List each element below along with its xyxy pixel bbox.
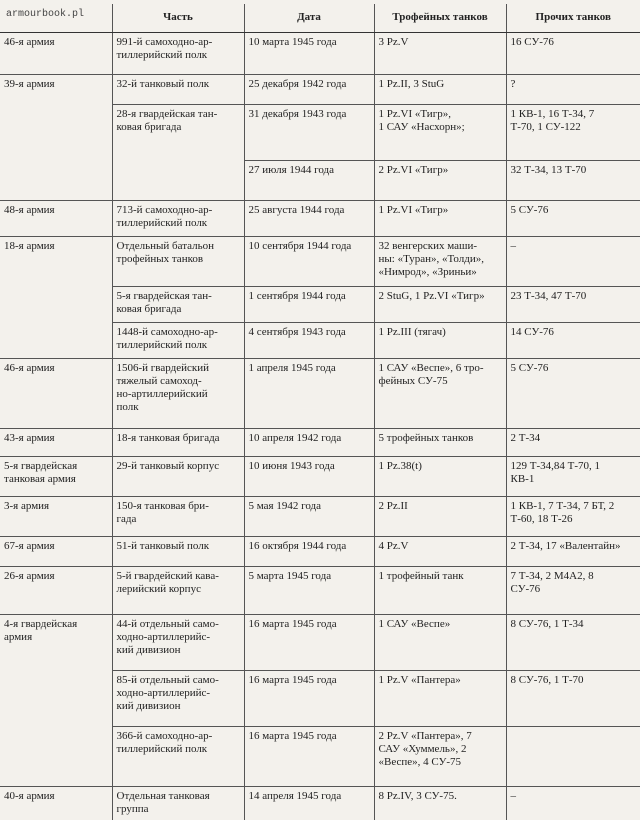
trophy-cell: 1 Pz.V «Пантера» xyxy=(374,670,506,726)
other-cell: – xyxy=(506,786,640,820)
army-cell: 46-я армия xyxy=(0,358,112,428)
other-cell: 7 Т-34, 2 М4А2, 8 СУ-76 xyxy=(506,566,640,614)
table-row xyxy=(0,614,640,670)
date-cell: 5 марта 1945 года xyxy=(244,566,374,614)
date-cell: 10 марта 1945 года xyxy=(244,32,374,74)
date-cell: 27 июля 1944 года xyxy=(244,160,374,200)
army-cell: 67-я армия xyxy=(0,536,112,566)
table-row xyxy=(0,428,640,456)
table-row xyxy=(0,496,640,536)
unit-cell: 18-я танковая бригада xyxy=(112,428,244,456)
trophy-cell: 1 САУ «Веспе» xyxy=(374,614,506,670)
trophy-cell: 5 трофейных танков xyxy=(374,428,506,456)
date-cell: 10 апреля 1942 года xyxy=(244,428,374,456)
date-cell: 5 мая 1942 года xyxy=(244,496,374,536)
unit-cell: 1506-й гвардейский тяжелый самоход- но-артиллерийский полк xyxy=(112,358,244,428)
other-cell xyxy=(506,726,640,786)
unit-cell: 713-й самоходно-ар- тиллерийский полк xyxy=(112,200,244,236)
units-table xyxy=(0,4,640,820)
other-cell: ? xyxy=(506,74,640,104)
other-cell: 23 Т-34, 47 Т-70 xyxy=(506,286,640,322)
table-row xyxy=(0,536,640,566)
unit-cell: 150-я танковая бри- гада xyxy=(112,496,244,536)
unit-cell: 5-й гвардейский кава- лерийский корпус xyxy=(112,566,244,614)
trophy-cell: 1 трофейный танк xyxy=(374,566,506,614)
table-row xyxy=(0,104,640,160)
unit-cell: 991-й самоходно-ар- тиллерийский полк xyxy=(112,32,244,74)
date-cell: 1 апреля 1945 года xyxy=(244,358,374,428)
other-cell: 5 СУ-76 xyxy=(506,358,640,428)
unit-cell: 28-я гвардейская тан- ковая бригада xyxy=(112,104,244,160)
table-row xyxy=(0,726,640,786)
other-cell: 8 СУ-76, 1 Т-34 xyxy=(506,614,640,670)
unit-cell xyxy=(112,160,244,200)
date-cell: 25 декабря 1942 года xyxy=(244,74,374,104)
other-cell: 2 Т-34, 17 «Валентайн» xyxy=(506,536,640,566)
table-row xyxy=(0,456,640,496)
unit-cell: 32-й танковый полк xyxy=(112,74,244,104)
table-row xyxy=(0,200,640,236)
unit-cell: 44-й отдельный само- ходно-артиллерийс- кий дивизион xyxy=(112,614,244,670)
army-cell xyxy=(0,160,112,200)
army-cell xyxy=(0,104,112,160)
trophy-cell: 8 Pz.IV, 3 СУ-75. xyxy=(374,786,506,820)
army-cell: 40-я армия xyxy=(4,789,55,802)
trophy-cell: 1 Pz.II, 3 StuG xyxy=(374,74,506,104)
trophy-cell: 1 Pz.VI «Тигр», 1 САУ «Насхорн»; xyxy=(374,104,506,160)
trophy-cell: 2 Pz.II xyxy=(374,496,506,536)
other-cell: 14 СУ-76 xyxy=(506,322,640,358)
unit-cell: Отдельный батальон трофейных танков xyxy=(112,236,244,286)
army-cell: 26-я армия xyxy=(0,566,112,614)
army-cell: 46-я армия xyxy=(0,32,112,74)
date-cell: 10 сентября 1944 года xyxy=(244,236,374,286)
header-trophy: Трофейных танков xyxy=(374,4,506,32)
army-cell: 5-я гвардейская танковая армия xyxy=(0,456,112,496)
date-cell: 14 апреля 1945 года xyxy=(244,786,374,820)
other-cell: 8 СУ-76, 1 Т-70 xyxy=(506,670,640,726)
army-cell xyxy=(0,322,112,358)
other-cell: 16 СУ-76 xyxy=(506,32,640,74)
header-date: Дата xyxy=(244,4,374,32)
table-row xyxy=(0,566,640,614)
trophy-cell: 32 венгерских маши- ны: «Туран», «Толди», «Нимрод», «Зриньи» xyxy=(374,236,506,286)
trophy-cell: 2 Pz.V «Пантера», 7 САУ «Хуммель», 2 «Веспе», 4 СУ-75 xyxy=(374,726,506,786)
table-row xyxy=(0,358,640,428)
date-cell: 25 августа 1944 года xyxy=(244,200,374,236)
date-cell: 16 марта 1945 года xyxy=(244,614,374,670)
army-cell: 4-я гвардейская армия xyxy=(4,617,78,643)
trophy-cell: 4 Pz.V xyxy=(374,536,506,566)
unit-cell: Отдельная танковая группа xyxy=(112,786,244,820)
date-cell: 16 марта 1945 года xyxy=(244,726,374,786)
table-row xyxy=(0,74,640,104)
unit-cell: 1448-й самоходно-ар- тиллерийский полк xyxy=(112,322,244,358)
other-cell: 5 СУ-76 xyxy=(506,200,640,236)
other-cell: – xyxy=(506,236,640,286)
watermark-text: armourbook.pl xyxy=(6,9,85,20)
trophy-cell: 1 САУ «Веспе», 6 тро- фейных СУ-75 xyxy=(374,358,506,428)
table-row xyxy=(0,160,640,200)
unit-cell: 51-й танковый полк xyxy=(112,536,244,566)
date-cell: 4 сентября 1943 года xyxy=(244,322,374,358)
other-cell: 129 Т-34,84 Т-70, 1 КВ-1 xyxy=(506,456,640,496)
table-row xyxy=(0,322,640,358)
army-cell xyxy=(0,670,112,726)
header-other: Прочих танков xyxy=(506,4,640,32)
unit-cell: 366-й самоходно-ар- тиллерийский полк xyxy=(112,726,244,786)
date-cell: 31 декабря 1943 года xyxy=(244,104,374,160)
trophy-cell: 3 Pz.V xyxy=(374,32,506,74)
other-cell: 1 КВ-1, 16 Т-34, 7 Т-70, 1 СУ-122 xyxy=(506,104,640,160)
unit-cell: 5-я гвардейская тан- ковая бригада xyxy=(112,286,244,322)
date-cell: 16 октября 1944 года xyxy=(244,536,374,566)
trophy-cell: 2 Pz.VI «Тигр» xyxy=(374,160,506,200)
army-cell: 18-я армия xyxy=(4,239,55,252)
army-cell: 3-я армия xyxy=(0,496,112,536)
army-cell: 43-я армия xyxy=(0,428,112,456)
other-cell: 2 Т-34 xyxy=(506,428,640,456)
table-header-row xyxy=(0,4,640,32)
army-cell: 48-я армия xyxy=(0,200,112,236)
table-row xyxy=(0,670,640,726)
unit-cell: 85-й отдельный само- ходно-артиллерийс- кий дивизион xyxy=(112,670,244,726)
date-cell: 16 марта 1945 года xyxy=(244,670,374,726)
trophy-cell: 1 Pz.VI «Тигр» xyxy=(374,200,506,236)
army-cell: 39-я армия xyxy=(4,77,55,90)
trophy-cell: 1 Pz.III (тягач) xyxy=(374,322,506,358)
table-row xyxy=(0,786,640,820)
date-cell: 1 сентября 1944 года xyxy=(244,286,374,322)
army-cell xyxy=(0,726,112,786)
table-row xyxy=(0,286,640,322)
date-cell: 10 июня 1943 года xyxy=(244,456,374,496)
other-cell: 32 Т-34, 13 Т-70 xyxy=(506,160,640,200)
trophy-cell: 1 Pz.38(t) xyxy=(374,456,506,496)
army-cell xyxy=(0,286,112,322)
unit-cell: 29-й танковый корпус xyxy=(112,456,244,496)
trophy-cell: 2 StuG, 1 Pz.VI «Тигр» xyxy=(374,286,506,322)
table-row xyxy=(0,32,640,74)
header-unit: Часть xyxy=(112,4,244,32)
other-cell: 1 КВ-1, 7 Т-34, 7 БТ, 2 Т-60, 18 Т-26 xyxy=(506,496,640,536)
table-row xyxy=(0,236,640,286)
